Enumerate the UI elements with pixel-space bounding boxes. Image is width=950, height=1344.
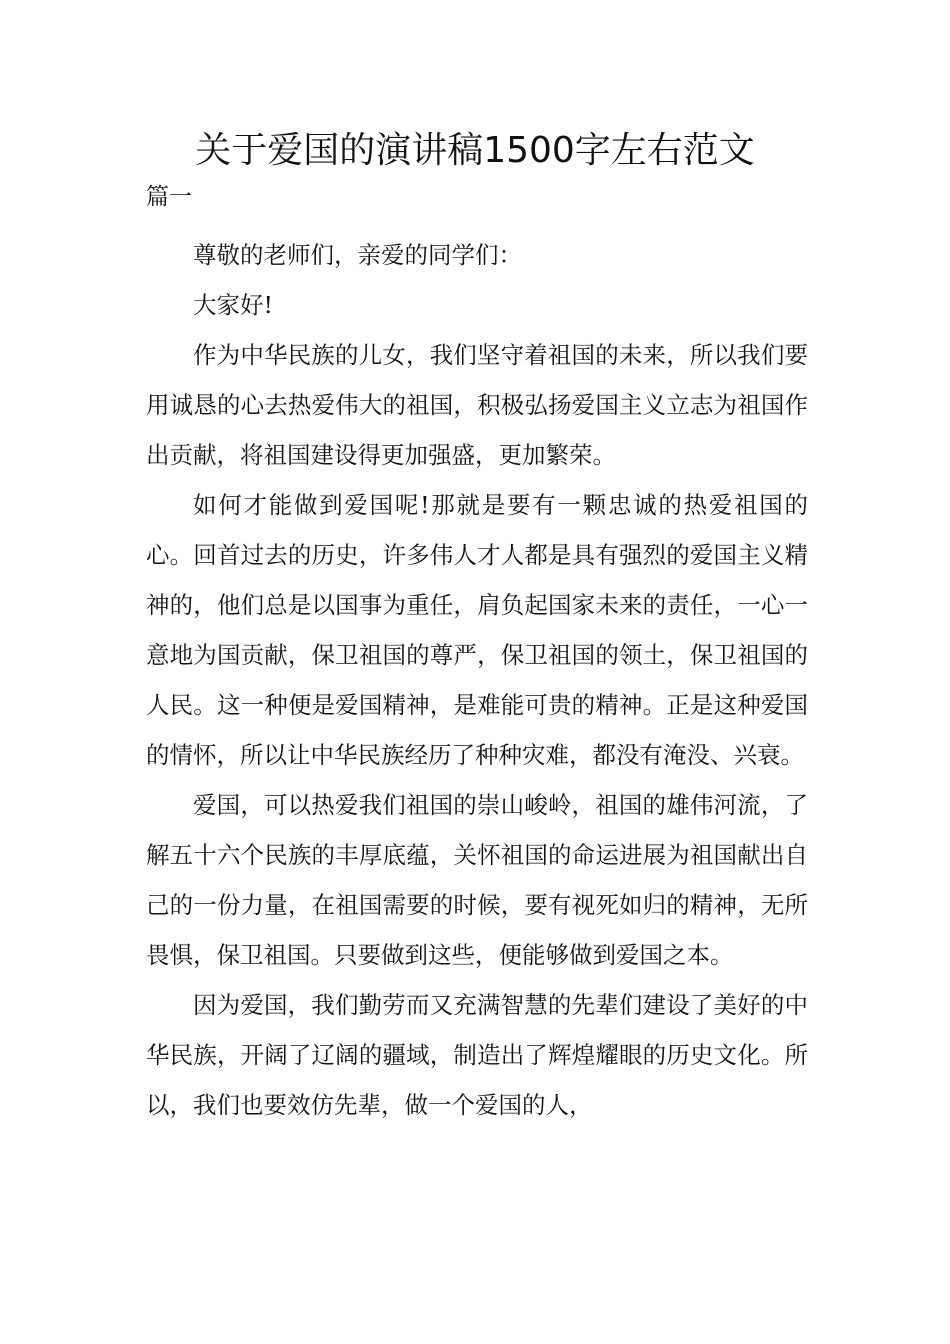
paragraph-greeting: 大家好! xyxy=(193,291,273,319)
document-body xyxy=(146,230,808,1130)
paragraph-salutation: 尊敬的老师们，亲爱的同学们： xyxy=(193,241,522,269)
paragraph: 因为爱国，我们勤劳而又充满智慧的先辈们建设了美好的中华民族，开阔了辽阔的疆域，制造出了辉煌耀眼的历史文化。所以，我们也要效仿先辈，做一个爱国的人， xyxy=(146,991,808,1119)
paragraph: 如何才能做到爱国呢!那就是要有一颗忠诚的热爱祖国的心。回首过去的历史，许多伟人才人都是具有强烈的爱国主义精神的，他们总是以国事为重任，肩负起国家未来的责任，一心一意地为国贡献，保卫祖国的尊严，保卫祖国的领土，保卫祖国的人民。这一种便是爱国精神，是难能可贵的精神。正是这种爱国的情怀，所以让中华民族经历了种种灾难，都没有淹没、兴衰。 xyxy=(146,491,808,769)
paragraph: 作为中华民族的儿女，我们坚守着祖国的未来，所以我们要用诚恳的心去热爱伟大的祖国，积极弘扬爱国主义立志为祖国作出贡献，将祖国建设得更加强盛，更加繁荣。 xyxy=(146,341,808,469)
document-title: 关于爱国的演讲稿1500字左右范文 xyxy=(195,130,755,171)
section-label: 篇一 xyxy=(146,184,192,210)
paragraph: 爱国，可以热爱我们祖国的崇山峻岭，祖国的雄伟河流，了解五十六个民族的丰厚底蕴，关怀祖国的命运进展为祖国献出自己的一份力量，在祖国需要的时候，要有视死如归的精神，无所畏惧，保卫祖国。只要做到这些，便能够做到爱国之本。 xyxy=(146,791,808,969)
